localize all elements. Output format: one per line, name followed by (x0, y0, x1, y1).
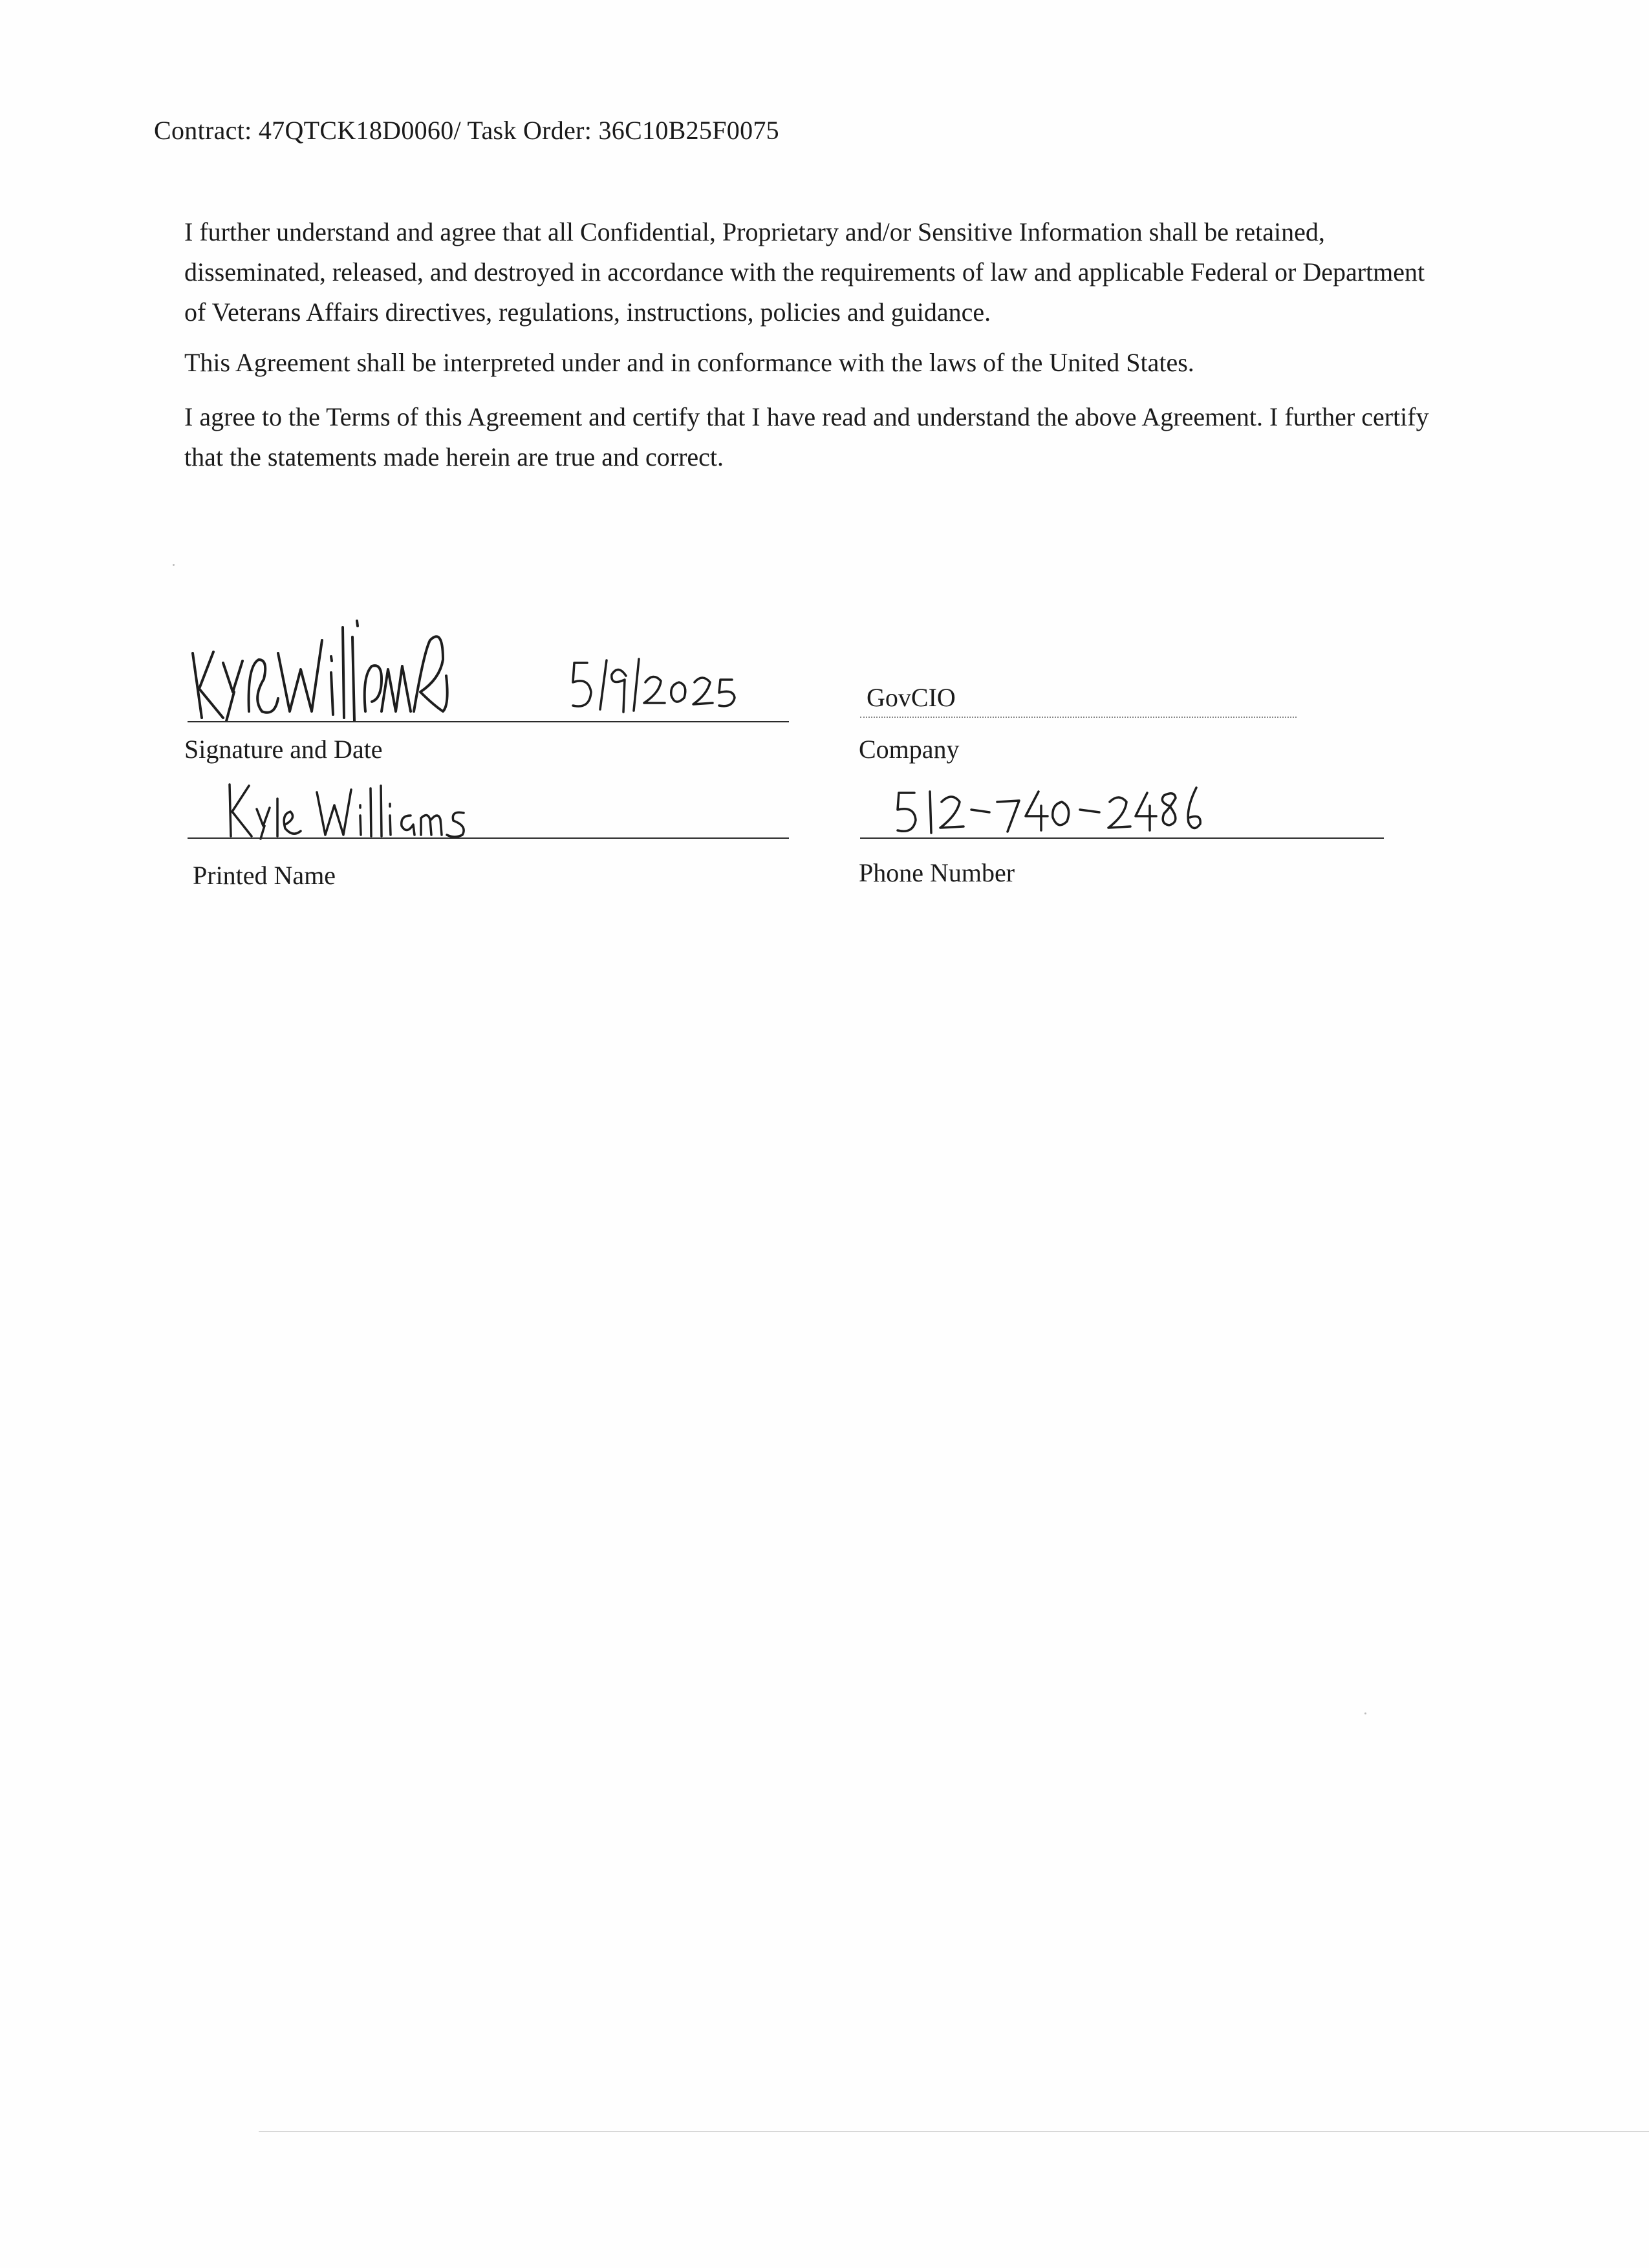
agreement-paragraph-confidentiality (184, 212, 1452, 332)
printed-name-line (188, 837, 789, 839)
signature-image (188, 614, 491, 724)
contract-header: Contract: 47QTCK18D0060/ Task Order: 36C10B25F0075 (154, 116, 779, 145)
paragraph-text: I further understand and agree that all Confidential, Proprietary and/or Sensitive Information shall be retained, disseminated, released, and destroyed in accordance with the requirements of law and applicable Federal or Department of Veterans Affairs directives, regulations, instructions, policies and guidance. (184, 217, 1425, 327)
phone-handwriting-image (892, 783, 1216, 837)
paragraph-text: I agree to the Terms of this Agreement and certify that I have read and understand the above Agreement. I further certify that the statements made herein are true and correct. (184, 402, 1429, 471)
signature-line (188, 721, 789, 722)
agreement-paragraph-certification (184, 397, 1452, 477)
phone-number-label: Phone Number (859, 858, 1015, 887)
company-label: Company (859, 735, 960, 764)
company-line (860, 717, 1297, 718)
scan-speck (1364, 1712, 1366, 1714)
phone-number-line (860, 837, 1384, 839)
printed-name-handwriting-image (223, 779, 495, 841)
agreement-paragraph-governing-law (184, 343, 1452, 383)
signature-date-label: Signature and Date (184, 735, 383, 764)
scan-edge-rule (259, 2131, 1649, 2132)
handwritten-date-image (569, 656, 763, 715)
paragraph-text: This Agreement shall be interpreted under and in conformance with the laws of the United States. (184, 348, 1194, 377)
scan-speck (173, 564, 175, 566)
company-value: GovCIO (867, 683, 956, 712)
printed-name-label: Printed Name (193, 861, 336, 890)
